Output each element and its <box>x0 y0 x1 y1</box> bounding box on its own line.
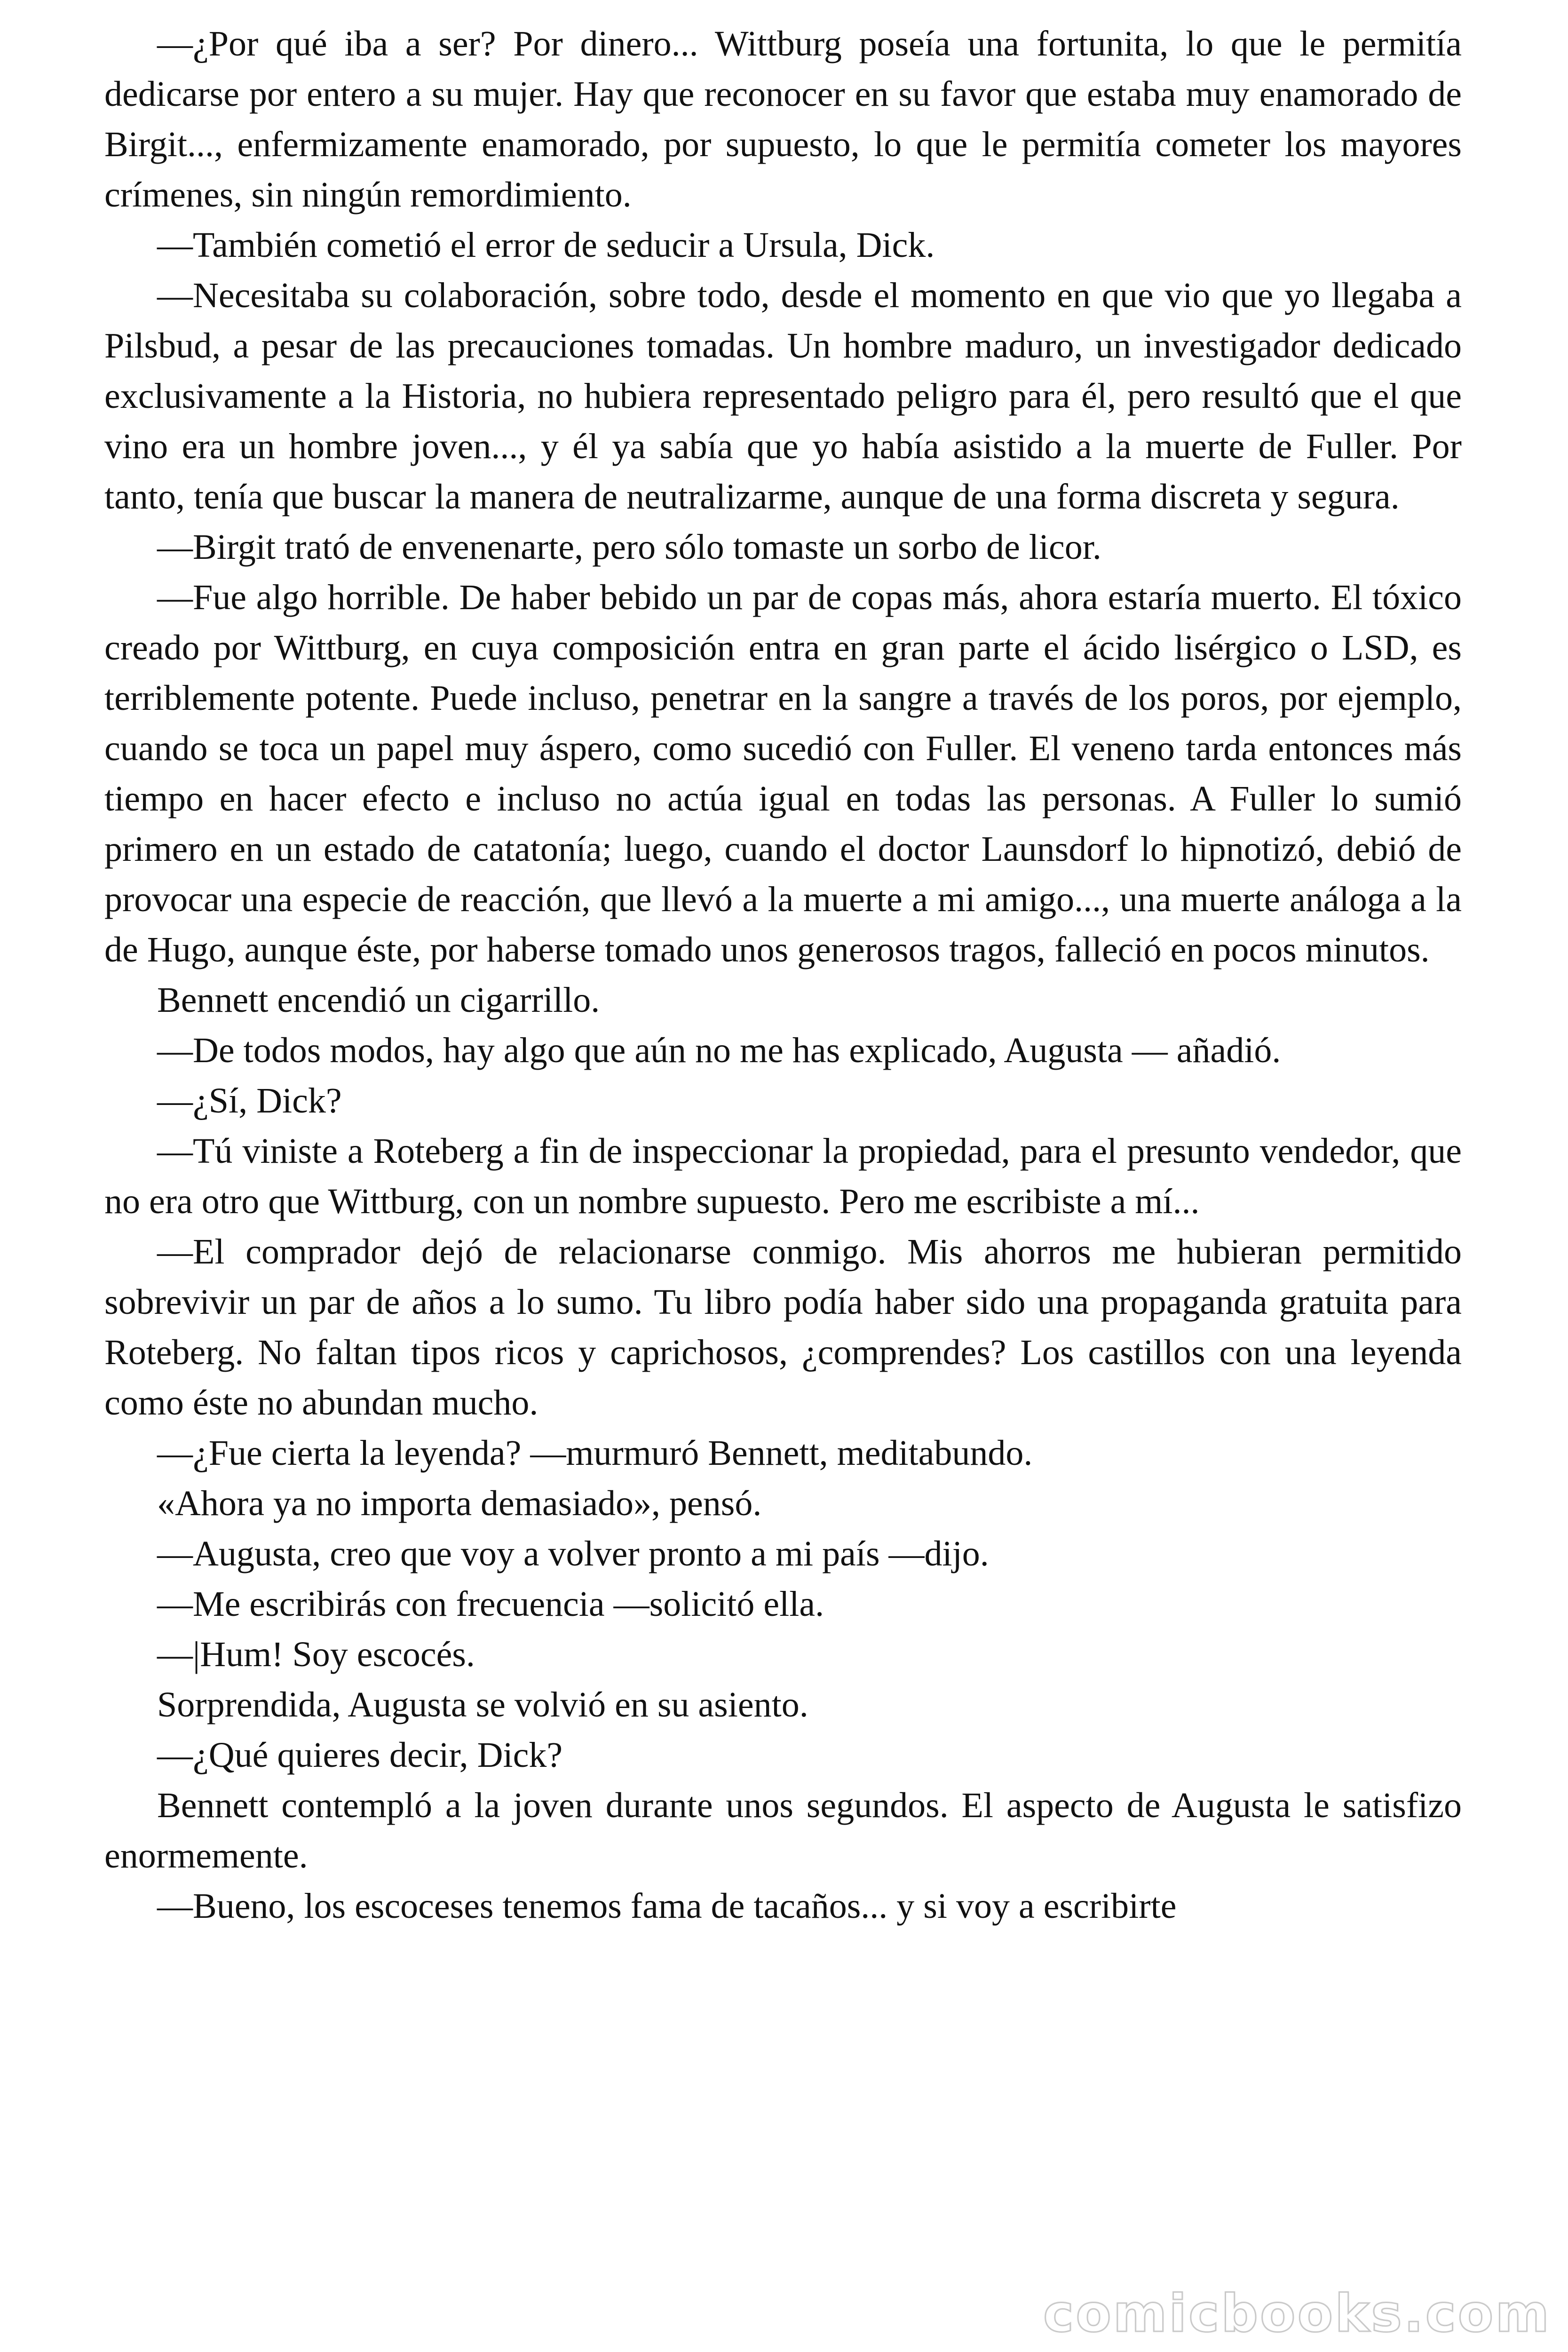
paragraph: —Birgit trató de envenenarte, pero sólo tomaste un sorbo de licor. <box>157 527 1101 567</box>
paragraph: —Me escribirás con frecuencia —solicitó ella. <box>157 1584 824 1624</box>
paragraph: Bennett contempló a la joven durante unos segundos. El aspecto de Augusta le satisfizo enormemente. <box>104 1786 1462 1875</box>
paragraph: —Bueno, los escoceses tenemos fama de tacaños... y si voy a escribirte <box>157 1886 1177 1926</box>
paragraph: —Necesitaba su colaboración, sobre todo, desde el momento en que vio que yo llegaba a Pilsbud, a pesar de las precauciones tomadas. Un hombre maduro, un investigador dedicado exclusivamente a la Historia, no hubiera representado peligro para él, pero resultó que el que vino era un hombre joven..., y él ya sabía que yo había asistido a la muerte de Fuller. Por tanto, tenía que buscar la manera de neutralizarme, aunque de una forma discreta y segura. <box>104 276 1462 516</box>
paragraph: —¿Fue cierta la leyenda? —murmuró Bennett, meditabundo. <box>157 1433 1033 1473</box>
paragraph: «Ahora ya no importa demasiado», pensó. <box>157 1484 762 1523</box>
paragraph: —¿Por qué iba a ser? Por dinero... Wittburg poseía una fortunita, lo que le permitía dedicarse por entero a su mujer. Hay que reconocer en su favor que estaba muy enamorado de Birgit..., enfermizamente enamorado, por supuesto, lo que le permitía cometer los mayores crímenes, sin ningún remordimiento. <box>104 24 1462 215</box>
watermark: comicbooks.com <box>1043 2283 1551 2344</box>
paragraph: —¿Sí, Dick? <box>157 1081 342 1120</box>
body-text <box>104 19 1462 1931</box>
paragraph: —Tú viniste a Roteberg a fin de inspeccionar la propiedad, para el presunto vendedor, que no era otro que Wittburg, con un nombre supuesto. Pero me escribiste a mí... <box>104 1131 1462 1221</box>
paragraph: Sorprendida, Augusta se volvió en su asiento. <box>157 1685 808 1724</box>
paragraph: Bennett encendió un cigarrillo. <box>157 980 600 1020</box>
paragraph: —El comprador dejó de relacionarse conmigo. Mis ahorros me hubieran permitido sobrevivir un par de años a lo sumo. Tu libro podía haber sido una propaganda gratuita para Roteberg. No faltan tipos ricos y caprichosos, ¿comprendes? Los castillos con una leyenda como éste no abundan mucho. <box>104 1232 1462 1422</box>
paragraph: —Fue algo horrible. De haber bebido un par de copas más, ahora estaría muerto. El tóxico creado por Wittburg, en cuya composición entra en gran parte el ácido lisérgico o LSD, es terriblemente potente. Puede incluso, penetrar en la sangre a través de los poros, por ejemplo, cuando se toca un papel muy áspero, como sucedió con Fuller. El veneno tarda entonces más tiempo en hacer efecto e incluso no actúa igual en todas las personas. A Fuller lo sumió primero en un estado de catatonía; luego, cuando el doctor Launsdorf lo hipnotizó, debió de provocar una especie de reacción, que llevó a la muerte a mi amigo..., una muerte análoga a la de Hugo, aunque éste, por haberse tomado unos generosos tragos, falleció en pocos minutos. <box>104 578 1462 969</box>
paragraph: —¿Qué quieres decir, Dick? <box>157 1735 563 1775</box>
paragraph: —|Hum! Soy escocés. <box>157 1635 475 1674</box>
paragraph: —También cometió el error de seducir a Ursula, Dick. <box>157 225 935 265</box>
paragraph: —De todos modos, hay algo que aún no me has explicado, Augusta — añadió. <box>157 1031 1281 1070</box>
paragraph: —Augusta, creo que voy a volver pronto a mi país —dijo. <box>157 1534 989 1573</box>
